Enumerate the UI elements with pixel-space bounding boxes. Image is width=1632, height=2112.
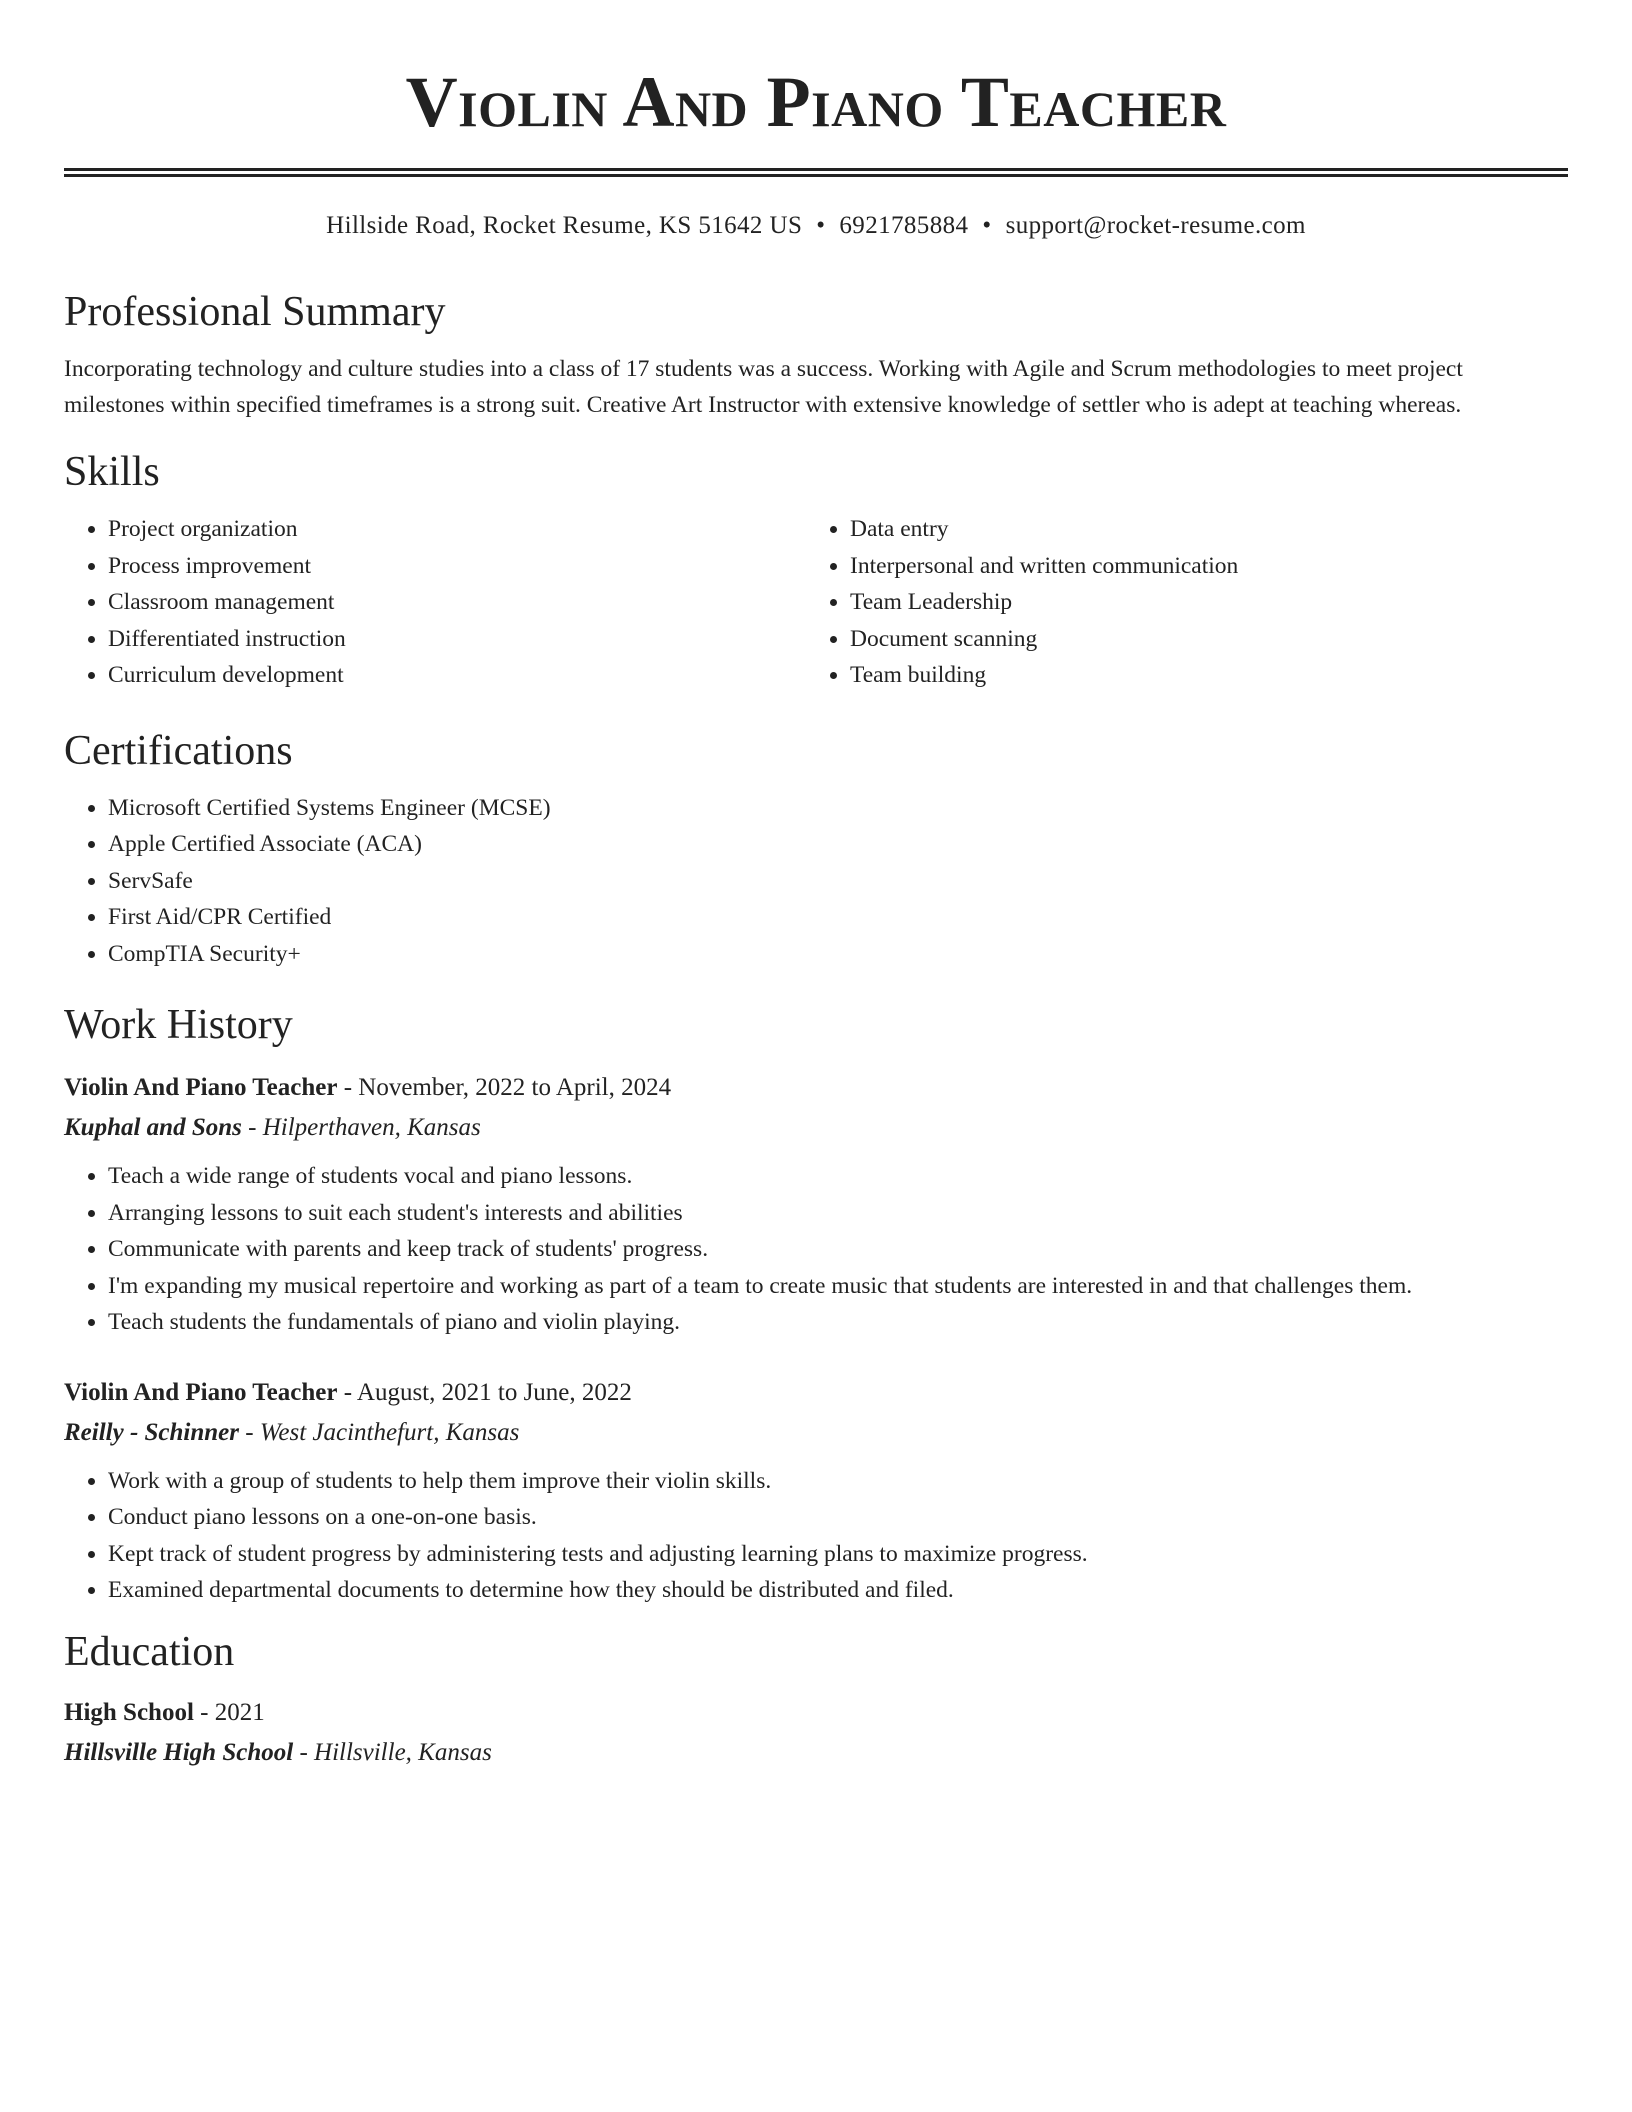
school-line — [64, 1733, 1568, 1773]
skills-grid — [64, 511, 1568, 694]
job-duty: • Teach students the fundamentals of piano and violin playing. — [108, 1304, 1568, 1341]
certifications-heading: Certifications — [64, 727, 293, 774]
skill-item: • Curriculum development — [108, 657, 806, 694]
company-name: Kuphal and Sons — [64, 1114, 242, 1141]
company-line — [64, 1413, 1568, 1453]
job-duties-list — [64, 1158, 1568, 1341]
certification-item: • Apple Certified Associate (ACA) — [108, 826, 1568, 863]
certification-item: • CompTIA Security+ — [108, 936, 1568, 973]
job-dates: August, 2021 to June, 2022 — [356, 1378, 632, 1406]
job-title-line — [64, 1068, 1568, 1108]
contact-address: Hillside Road, Rocket Resume, KS 51642 US — [326, 212, 803, 239]
job-entry — [64, 1373, 1568, 1609]
company-line — [64, 1108, 1568, 1148]
company-name: Reilly - Schinner — [64, 1418, 240, 1446]
contact-separator: • — [982, 212, 992, 239]
skill-item: • Team building — [850, 657, 1548, 694]
dash: - — [337, 1378, 357, 1406]
company-location: Hilperthaven, Kansas — [262, 1114, 481, 1141]
skill-item: • Project organization — [108, 511, 806, 548]
dash: - — [193, 1698, 215, 1726]
work-history-heading: Work History — [64, 1002, 293, 1048]
degree: High School — [64, 1698, 194, 1726]
dash: - — [337, 1074, 359, 1101]
skill-item: • Classroom management — [108, 584, 806, 621]
certification-item: • First Aid/CPR Certified — [108, 899, 1568, 936]
skills-heading: Skills — [64, 449, 160, 495]
skills-column-right — [806, 511, 1548, 694]
education-entry — [64, 1693, 1568, 1773]
skill-item: • Document scanning — [850, 621, 1548, 658]
job-duty: • Arranging lessons to suit each student's interests and abilities — [108, 1195, 1568, 1232]
certification-item: • ServSafe — [108, 863, 1568, 900]
contact-line — [64, 211, 1568, 241]
dash: - — [241, 1114, 263, 1141]
job-title-line — [64, 1373, 1568, 1413]
job-duty: • Communicate with parents and keep track of students' progress. — [108, 1231, 1568, 1268]
contact-phone: 6921785884 — [839, 212, 969, 239]
job-title: Violin And Piano Teacher — [64, 1378, 338, 1406]
job-duty: • Work with a group of students to help them improve their violin skills. — [108, 1463, 1568, 1500]
skill-item: • Process improvement — [108, 548, 806, 585]
skill-item: • Differentiated instruction — [108, 621, 806, 658]
title-divider — [64, 168, 1568, 177]
job-duty: • Kept track of student progress by administering tests and adjusting learning plans to maximize progress. — [108, 1536, 1568, 1573]
skills-column-left — [64, 511, 806, 694]
summary-text: Incorporating technology and culture studies into a class of 17 students was a success. Working with Agile and Scrum methodologies to meet project milestones within specified timeframes is a strong suit. Creative Art Instructor with extensive knowledge of settler who is adept at teaching whereas. — [64, 356, 1463, 418]
skills-list-right — [806, 511, 1548, 694]
resume-title: Violin And Piano Teacher — [405, 62, 1227, 142]
certifications-list — [64, 790, 1568, 973]
skills-list-left — [64, 511, 806, 694]
summary-heading: Professional Summary — [64, 289, 446, 335]
dash: - — [293, 1738, 315, 1766]
job-duty: • Conduct piano lessons on a one-on-one basis. — [108, 1499, 1568, 1536]
degree-line — [64, 1693, 1568, 1733]
job-dates: November, 2022 to April, 2024 — [358, 1074, 672, 1101]
job-duty: • Examined departmental documents to determine how they should be distributed and filed. — [108, 1572, 1568, 1609]
job-title: Violin And Piano Teacher — [64, 1074, 338, 1101]
skill-item: • Interpersonal and written communication — [850, 548, 1548, 585]
contact-email: support@rocket-resume.com — [1005, 212, 1306, 239]
school-name: Hillsville High School — [64, 1738, 294, 1766]
graduation-year: 2021 — [214, 1698, 265, 1726]
skill-item: • Data entry — [850, 511, 1548, 548]
company-location: West Jacinthefurt, Kansas — [259, 1418, 520, 1446]
school-location: Hillsville, Kansas — [314, 1738, 492, 1766]
contact-separator: • — [816, 212, 826, 239]
skill-item: • Team Leadership — [850, 584, 1548, 621]
job-duty: • Teach a wide range of students vocal and piano lessons. — [108, 1158, 1568, 1195]
job-entry — [64, 1068, 1568, 1341]
job-duties-list — [64, 1463, 1568, 1609]
dash: - — [239, 1418, 260, 1446]
certification-item: • Microsoft Certified Systems Engineer (MCSE) — [108, 790, 1568, 827]
education-heading: Education — [64, 1628, 235, 1675]
job-duty: • I'm expanding my musical repertoire and working as part of a team to create music that students are interested in and that challenges them. — [108, 1268, 1568, 1305]
